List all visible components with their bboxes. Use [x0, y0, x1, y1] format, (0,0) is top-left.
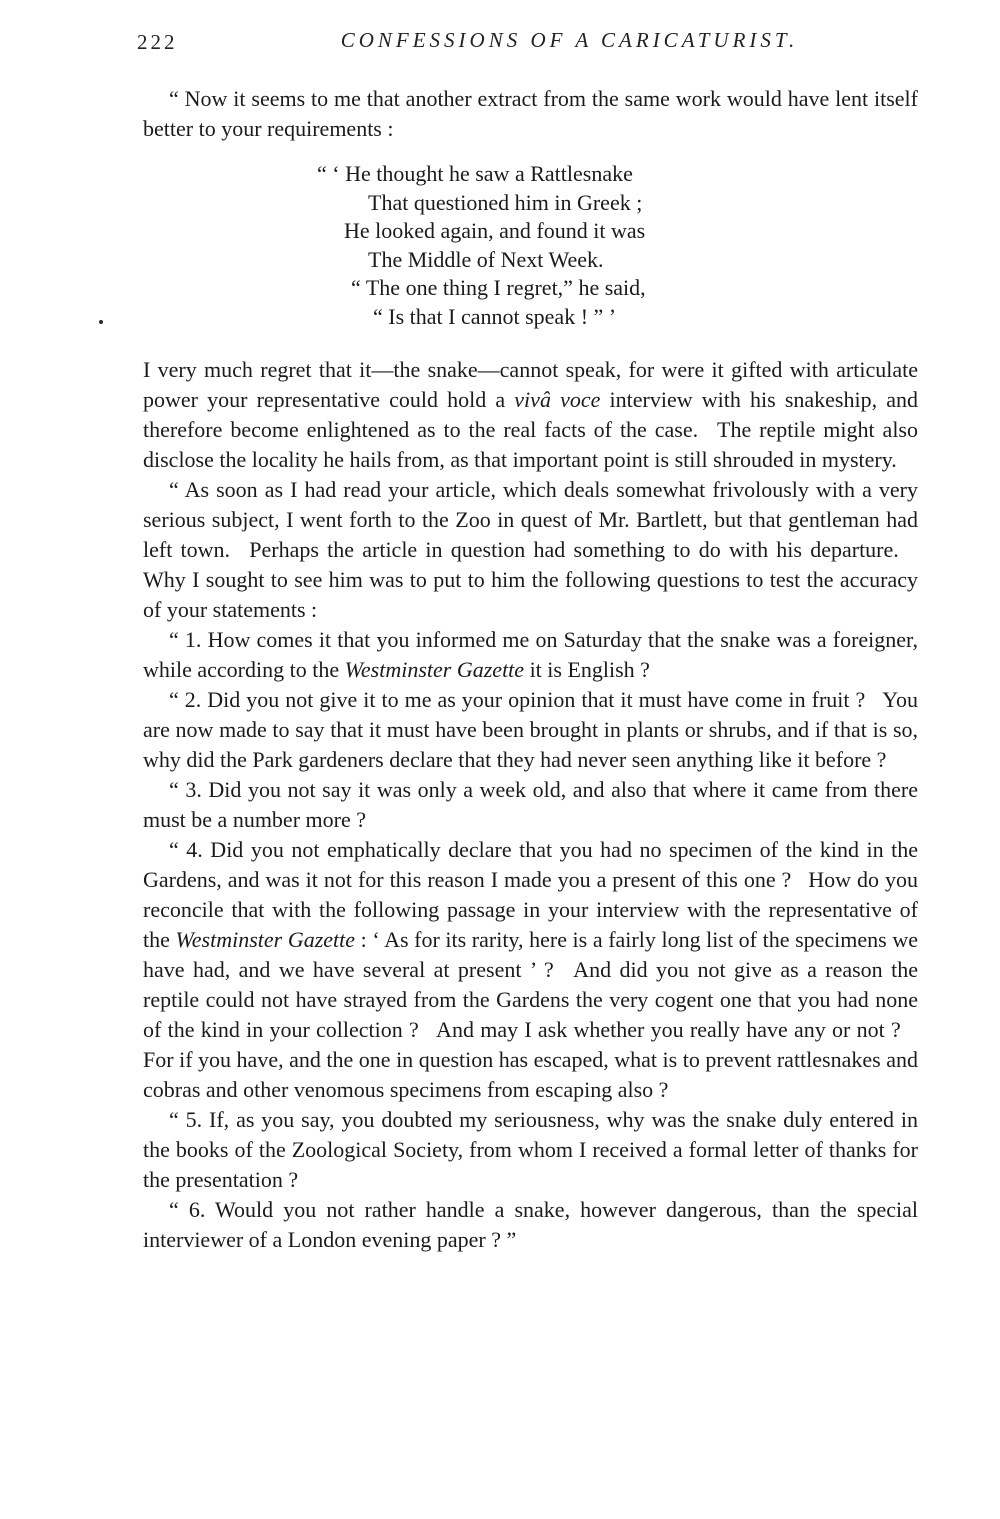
poem-line: That questioned him in Greek ;	[368, 189, 643, 215]
page-text-block	[143, 84, 918, 1255]
poem-quotation	[143, 160, 918, 331]
question-2: “ 2. Did you not give it to me as your opinion that it must have come in fruit ? You are now made to say that it must have been brought in plants or shrubs, and if that is so, why did the Park gardeners declare that they had never seen anything like it before ?	[143, 687, 918, 772]
poem-line: “ ‘ He thought he saw a Rattlesnake	[317, 161, 633, 186]
question-6: “ 6. Would you not rather handle a snake, however dangerous, than the special interviewer of a London evening paper ? ”	[143, 1197, 918, 1252]
poem-line: “ Is that I cannot speak ! ” ’	[373, 303, 617, 329]
paragraph-zoo-visit: “ As soon as I had read your article, which deals somewhat frivolously with a very serious subject, I went forth to the Zoo in quest of Mr. Bartlett, but that gentleman had left town. Perhaps the article in question had something to do with his departure. Why I sought to see him was to put to him the following questions to test the accuracy of your statements :	[143, 477, 918, 622]
poem-line: He looked again, and found it was	[344, 218, 646, 243]
running-title: CONFESSIONS OF A CARICATURIST.	[340, 28, 799, 52]
running-header	[137, 28, 918, 62]
paragraph-regret: I very much regret that it—the snake—cannot speak, for were it gifted with articulate power your representative could hold a vivâ voce interview with his snakeship, and therefore become enlightened as to the real facts of the case. The reptile might also disclose the locality he hails from, as that important point is still shrouded in mystery.	[143, 357, 919, 472]
page-number: 222	[137, 30, 178, 54]
question-3: “ 3. Did you not say it was only a week old, and also that where it came from there must be a number more ?	[143, 777, 918, 832]
poem-line: “ The one thing I regret,” he said,	[351, 275, 646, 300]
poem-line: The Middle of Next Week.	[368, 246, 604, 272]
ink-speck-artifact	[99, 320, 103, 324]
question-4: “ 4. Did you not emphatically declare that you had no specimen of the kind in the Gardens, and was it not for this reason I made you a present of this one ? How do you reconcile that with the following passage in your interview with the representative of the Westminster Gazette : ‘ As for its rarity, here is a fairly long list of the specimens we have had, and we have several at present ’ ? And did you not give as a reason the reptile could not have strayed from the Gardens the very cogent one that you had none of the kind in your collection ? And may I ask whether you really have any or not ? For if you have, and the one in question has escaped, what is to prevent rattlesnakes and cobras and other venomous specimens from escaping also ?	[143, 837, 918, 1102]
question-5: “ 5. If, as you say, you doubted my seriousness, why was the snake duly entered in the books of the Zoological Society, from whom I received a formal letter of thanks for the presentation ?	[143, 1107, 918, 1192]
paragraph-intro: “ Now it seems to me that another extract from the same work would have lent itself better to your requirements :	[143, 86, 918, 141]
question-1: “ 1. How comes it that you informed me on Saturday that the snake was a foreigner, while according to the Westminster Gazette it is English ?	[143, 627, 918, 682]
